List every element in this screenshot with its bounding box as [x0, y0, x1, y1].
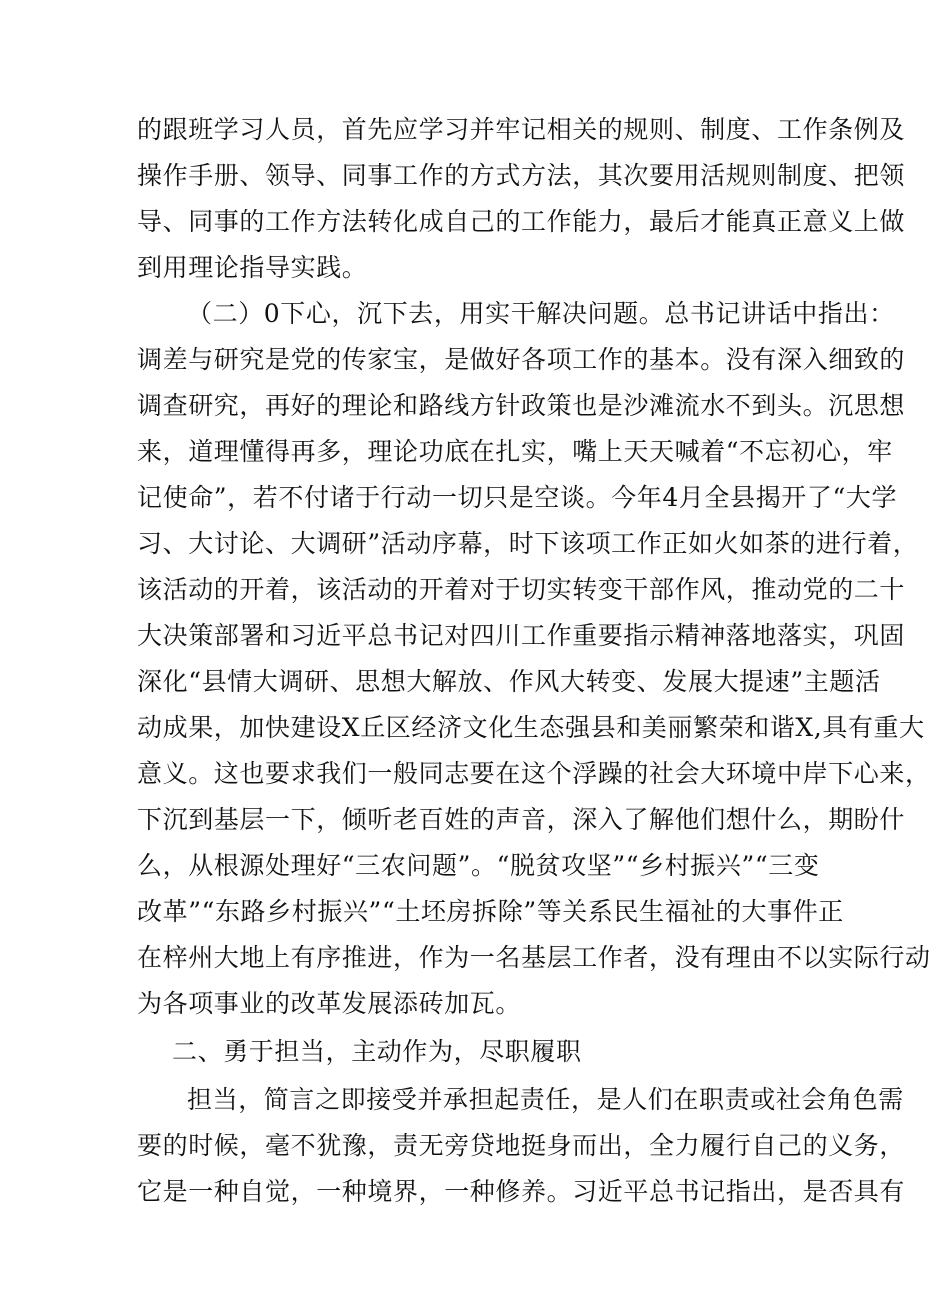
- text-line: 习、大讨论、大调研”活动序幕，时下该项工作正如火如茶的进行着，: [137, 529, 919, 558]
- paragraph-start-line: （二）0下心，沉下去，用实干解决问题。总书记讲话中指出：: [187, 299, 895, 328]
- text-line: 要的时候，毫不犹豫，责无旁贷地挺身而出，全力履行自己的义务，: [137, 1131, 906, 1160]
- text-line: 的跟班学习人员，首先应学习并牢记相关的规则、制度、工作条例及: [137, 115, 906, 144]
- text-line: 意义。这也要求我们一般同志要在这个浮躁的社会大环境中岸下心来，: [137, 759, 931, 788]
- text-line: 调差与研究是党的传家宝，是做好各项工作的基本。没有深入细致的: [137, 345, 906, 374]
- text-line: 么，从根源处理好“三农问题”。“脱贫攻坚”“乡村振兴”“三变: [137, 851, 820, 880]
- text-line: 导、同事的工作方法转化成自己的工作能力，最后才能真正意义上做: [137, 207, 906, 236]
- text-line: 为各项事业的改革发展添砖加瓦。: [137, 989, 522, 1018]
- text-line: 深化“县情大调研、思想大解放、作风大转变、发展大提速”主题活: [137, 667, 881, 696]
- text-line: 动成果，加快建设X丘区经济文化生态强县和美丽繁荣和谐X,具有重大: [137, 713, 925, 742]
- text-line: 大决策部署和习近平总书记对四川工作重要指示精神落地落实，巩固: [137, 621, 906, 650]
- text-line: 来，道理懂得再多，理论功底在扎实，嘴上天天喊着“不忘初心，牢: [137, 437, 893, 466]
- text-line: 该活动的开着，该活动的开着对于切实转变干部作风，推动党的二十: [137, 575, 906, 604]
- text-line: 到用理论指导实践。: [137, 253, 368, 282]
- text-line: 在梓州大地上有序推进，作为一名基层工作者，没有理由不以实际行动: [137, 943, 931, 972]
- paragraph-start-line: 担当，简言之即接受并承担起责任，是人们在职责或社会角色需: [187, 1085, 904, 1114]
- text-line: 改革”“东路乡村振兴”“土坯房拆除”等关系民生福祉的大事件正: [137, 897, 844, 926]
- text-line: 下沉到基层一下，倾听老百姓的声音，深入了解他们想什么，期盼什: [137, 805, 906, 834]
- section-heading: 二、勇于担当，主动作为，尽职履职: [172, 1037, 582, 1066]
- text-line: 调查研究，再好的理论和路线方针政策也是沙滩流水不到头。沉思想: [137, 391, 906, 420]
- text-line: 它是一种自觉，一种境界，一种修养。习近平总书记指出，是否具有: [137, 1177, 906, 1206]
- text-line: 记使命”，若不付诸于行动一切只是空谈。今年4月全县揭开了“大学: [137, 483, 898, 512]
- text-line: 操作手册、领导、同事工作的方式方法，其次要用活规则制度、把领: [137, 161, 906, 190]
